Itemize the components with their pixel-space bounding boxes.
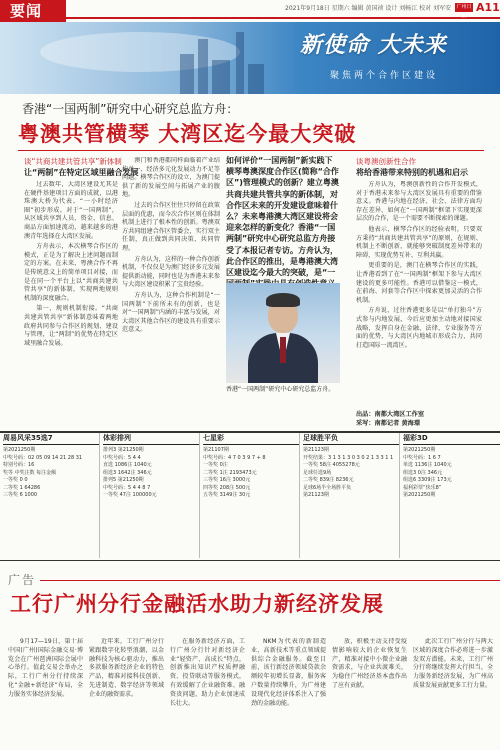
byline-studio: 出品：南都大湾区工作室 — [356, 411, 425, 418]
paragraph: 澳门和香港都同样面临着产业结构单一、经济多元化发展动力不足等问题。横琴合作区的设立，为澳门提供了新的发展空间与拓展产业的腹地。 — [122, 157, 220, 199]
ad-column-4 — [251, 638, 326, 748]
lottery-line: 开奖结果：3 1 3 1 3 0 3 0 2 1 3 3 1 1 — [303, 454, 394, 461]
lottery-box-3 — [200, 433, 300, 558]
paragraph: 他表示，横琴合作区的经验表明，只要双方秉持“共商共建共管共享”的原则，在规则、机制上不断创新，就能够突破制度差异带来的障碍，实现优势互补、互利共赢。 — [356, 225, 482, 259]
ad-tag: 广告 — [8, 573, 37, 587]
page-header — [0, 0, 500, 22]
lottery-line: 第21123期 — [303, 447, 329, 453]
lottery-line: 组选3 0注 346元 — [403, 469, 443, 476]
lottery-line: 排列3 第21250期 — [103, 447, 144, 453]
paragraph: 方舟认为，粤澳创新性的合作开发模式，对于香港未来参与大湾区发展具有重要的借鉴意义。香港与内地在经济、社会、法律方面均存在差异，如何在“一国两制”框架下实现更深层次的合作，是一个需要不断探索的课题。 — [356, 181, 482, 223]
lottery-line: 奖等 中奖注数 每注金额 — [3, 469, 57, 476]
lottery-line: 第2021250期 — [403, 447, 436, 453]
lottery-line: 排列5 第21250期 — [103, 477, 144, 483]
article-column-3 — [356, 181, 482, 409]
headline-rule — [18, 150, 484, 151]
lottery-box-5 — [400, 433, 500, 558]
photo-caption: 香港“一国两制”研究中心研究总监方舟。 — [226, 386, 335, 393]
paragraph: 更重要的是，澳门在横琴合作区的实践，让香港看到了在“一国两制”框架下参与大湾区建设的更多可能性。香港可以借鉴这一模式，在前海、河套等合作区中探索更加灵活的合作机制。 — [356, 262, 482, 304]
skyline-building — [248, 64, 264, 94]
lottery-line: 四等奖 208注 500元 — [203, 484, 251, 491]
lottery-title: 福彩3D — [403, 434, 428, 442]
ad-column-5 — [332, 638, 407, 748]
lottery-line: 中奖号码：5 4 4 — [103, 454, 141, 461]
lottery-line: 一等奖 0注 — [203, 462, 228, 468]
skyline-building — [180, 54, 194, 94]
lottery-line: 足球任选9场 — [303, 469, 332, 476]
lottery-title: 体彩排列 — [103, 434, 131, 442]
lottery-line: 中奖号码：5 4 4 8 7 — [103, 484, 151, 491]
lottery-line: 直选 1086注 1040元 — [103, 462, 152, 468]
paragraph: 过去数年，大湾区建设尤其是在硬件基建项目方面的成就，以港珠澳大桥为代表。“一小时经济圈”初步形成。对于“一国两制”，从区域共享到人员、资金、信息、商品方面加速流动，越来越多的港澳青年选择在大湾区发展。 — [24, 181, 118, 240]
article-intro: 如何评价“一国两制”新实践下横琴粤澳深度合作区(简称“合作区”)管理模式的创新？建立粤澳共商共建共管共享的新体制，对合作区未来的开发建设意味着什么？未来粤港澳大湾区建设将会迎来怎样的新变化？香港“一国两制”研究中心研究总监方舟接受了本报记者专访。方舟认为，此合作区的推出，是粤港澳大湾区建设迄今最大的突破，是“一 — [226, 156, 339, 278]
lottery-line: 三等奖 6 1000 — [3, 492, 38, 498]
section-tag: 要闻 — [0, 0, 66, 22]
lottery-line: 福利彩票“快乐8” — [403, 484, 442, 491]
lottery-line: 中奖号码：02 05 09 14 21 28 31 — [3, 454, 83, 461]
lottery-box-1 — [0, 433, 100, 558]
lottery-line: 中奖号码：1 6 7 — [403, 454, 441, 461]
article-kicker: 香港“一国两制”研究中心研究总监方舟： — [22, 102, 239, 116]
paragraph: NKM为代表的新制造业，高新技术等重点领域提供综合金融服务。截至目前，该行新经济领域贷款余额较年初增长显著，服务客户数量持续攀升，为广州建设现代化经济体系注入了强劲的金融动能。 — [251, 638, 326, 707]
ad-headline: 工行广州分行金融活水助力新经济发展 — [10, 592, 384, 616]
feature-banner — [0, 22, 500, 94]
paragraph: 9月17—19日，第十届中国(广州)国际金融交易·博览会在广州琶洲国际会展中心举行。值此交易会举办之际，工行广州分行持续深化“金融+新经济”布局，全力服务实体经济发展。 — [8, 638, 83, 698]
paragraph: 第一，规则机制衔接。“共商共建共管共享”新体制意味着两地政府共同参与合作区的规划、建设与管理，让“两制”的优势在特定区域里融合发展。 — [24, 305, 118, 347]
paragraph: 过去的合作区往往只停留在政策层面的优惠，而今次合作区则在体制机制上进行了根本性的创新。粤澳双方共同组建合作区管委会，实行双主任制，真正做到共同决策、共同管理。 — [122, 201, 220, 252]
skyline-building — [236, 32, 244, 94]
banner-title: 新使命 大未来 — [300, 33, 447, 58]
lottery-line: 特别号码：16 — [3, 462, 35, 468]
lottery-line: 一等奖 58注 4055278元 — [303, 462, 360, 468]
lottery-line: 第2021250期 — [403, 492, 436, 498]
banner-subtitle: 聚焦两个合作区建设 — [330, 71, 439, 81]
ad-column-1 — [8, 638, 83, 748]
date-line: 2021年9月18日 星期六 编辑 黄国祯 设计 刘畅江 校对 刘军安 — [285, 5, 452, 12]
lottery-line: 第21123期 — [303, 492, 329, 498]
article-column-1 — [24, 181, 118, 425]
lottery-line: 二等奖 839注 8236元 — [303, 477, 354, 483]
lottery-line: 一等奖 0 0 — [3, 477, 28, 483]
lottery-line: 第21107期 — [203, 447, 229, 453]
skyline-building — [212, 60, 230, 94]
lottery-title: 周易风采35选7 — [3, 434, 53, 442]
right-subhead-2: 将给香港带来特别的机遇和启示 — [356, 168, 468, 177]
lottery-line: 组选3 1642注 346元 — [103, 469, 152, 476]
paragraph: 此次工行广州分行与两大区域的深度合作必将进一步激发双方潜能。未来，工行广州分行将继续发挥大行担当，全力服务新经济发展，为广州高质量发展贡献更多工行力量。 — [413, 638, 493, 689]
lottery-line: 二等奖 1注 2193473元 — [203, 469, 257, 476]
paragraph: 在服务新经济方面，工行广州分行针对新经济企业“轻资产、高成长”特点，创新推出知识产权质押融资、投贷联动等服务模式，有效缓解了企业融资难、融资贵问题，助力企业加速成长壮大。 — [170, 638, 245, 707]
article-headline: 粤澳共管横琴 大湾区迄今最大突破 — [18, 122, 357, 146]
lottery-line: 二等奖 1 64286 — [3, 484, 41, 491]
paragraph: 方舟认为，这种合作机制是“一国两制”下前所未有的创新，也是对“一国两制”内涵的丰富与发展，对大湾区其他合作区的建设具有重要示范意义。 — [122, 291, 220, 334]
header-rule — [66, 17, 500, 19]
byline-reporter: 采写：南都记者 黄海璟 — [356, 420, 421, 427]
left-subhead-1: 谈“共商共建共管共享”新体制 — [24, 157, 122, 166]
right-subhead-1: 谈粤澳创新性合作 — [356, 157, 416, 166]
left-subhead-2: 让“两制”在特定区域里融合发展 — [24, 168, 139, 177]
lottery-line: 第2021250期 — [3, 447, 36, 453]
lottery-line: 一等奖 47注 100000元 — [103, 492, 157, 498]
paragraph: 近年来，工行广州分行紧跟数字化转型浪潮，以金融科技为核心驱动力，推出多款服务新经济企业的特色产品，精准对接科技创新、先进制造、数字经济等领域企业的融资需求。 — [89, 638, 164, 698]
paragraph: 方舟说，过往香港更多是以“单打独斗”方式参与内地发展，今后应更加主动地对接国家战略，发挥自身在金融、法律、专业服务等方面的优势，与大湾区内地城市形成合力，共同打造国际一流湾区。 — [356, 307, 482, 349]
ad-column-2 — [89, 638, 164, 748]
skyline-building — [198, 39, 208, 94]
lottery-line: 足球6场半全场胜平负 — [303, 484, 352, 491]
lottery-bottom-rule — [0, 560, 500, 561]
lottery-line: 五等奖 3149注 30元 — [203, 492, 251, 498]
lottery-line: 单选 1136注 1040元 — [403, 462, 452, 468]
paragraph: 放，积极主动支持受疫情影响较大的企业恢复生产，精准对接中小微企业融资需求，与企业共渡难关，为稳住广州经济基本盘作出了应有贡献。 — [332, 638, 407, 689]
lottery-box-4 — [300, 433, 400, 558]
paragraph: 方舟认为，这样的一种合作创新机制，不仅仅是为澳门经济多元发展提供新动能，同时也是为香港未来参与大湾区建设积累了宝贵经验。 — [122, 255, 220, 289]
lottery-title: 七星彩 — [203, 434, 224, 442]
lottery-line: 组选6 3309注 173元 — [403, 477, 452, 483]
lottery-title: 足球胜平负 — [303, 434, 338, 442]
article-column-2 — [122, 157, 220, 425]
page-number: A11 — [476, 1, 500, 14]
paragraph: 方舟表示，本次横琴合作区的模式，正是为了解决上述问题而制定的方案。在未来，粤澳合作不再是传统意义上的简单项目对接，而是在同一个平台上以“共商共建共管共享”的新体制，实现两地规则机制的深度融合。 — [24, 243, 118, 302]
ad-column-6 — [413, 638, 493, 748]
lottery-line: 中奖号码：4 7 0 3 9 7 + 8 — [203, 454, 266, 461]
ad-column-3 — [170, 638, 245, 748]
ad-rule — [40, 580, 500, 581]
portrait-photo — [226, 283, 340, 383]
lottery-line: 三等奖 16注 3000元 — [203, 477, 251, 483]
edition-badge: 广州日报 — [456, 4, 472, 19]
lottery-box-2 — [100, 433, 200, 558]
